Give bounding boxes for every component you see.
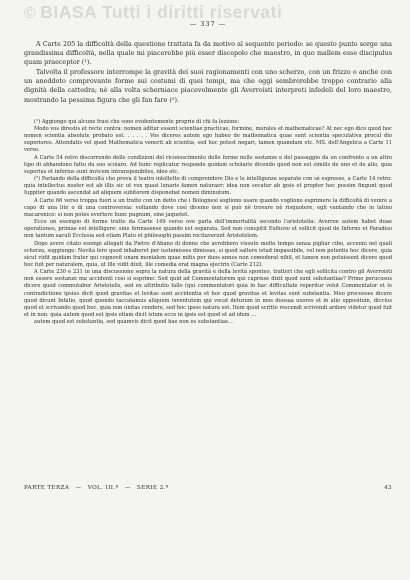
- footnote-paragraph: Dopo avere citato esempi allegati da Pietro d'Abano di donne che avrebbero vissuto molto tempo senza pigliar cibo, accenni nel quali scherza, soggiunge: Novita fere quod inhaberet per iustemisses dimissas, si quod saltere istud impassibile, vel non potentis hoc dicere, quia sicut vidit quidam frater qui cognovit unam monialem quae mitis per duos annos non comederat nihil, et tamen non potuissent dicere quod hoc fuit per naturalem, quia, ut ille vidit dixit, ille comedia erat magna ejectrix (Carte 212).: [24, 240, 392, 268]
- footer-signature-number: 43: [384, 485, 392, 491]
- main-paragraph: A Carte 205 la difficoltà della questione trattata fa da motivo al sequente periodo: se questo punto sorge una grandissima difficoltà, nella quale mi piacerebbe più esser discepolo che maestro, in quo mallem esse discipulus quam praeceptor (¹).: [24, 40, 392, 67]
- footnote-paragraph: A Carte 54 retro discorrendo delle condizioni del riconoscimento delle forme nelle sostanze e del passaggio da un confronto a un altro tipo di abbandono fatto da suo scolaro. Ad hunc replicatur responde quidam scholaris dicendo quod non est similis de uno et de alio, quia superius et inferius sunt invicem intransponibiles, ideo etc.: [24, 154, 392, 175]
- watermark-text: BIASA Tutti i diritti riservati: [40, 2, 283, 22]
- main-text: [24, 40, 392, 105]
- footnote-paragraph: (²) Parlando della difficoltà che prova il teatro intelletto di comprendere Dio e le intelligenze separate con sè espresse, a Carte 14 retro: quia intellectus noster est ab illis sic ut vox quasi lunaris famen naturaer: idea non secatur ab ipsis et propter hoc possim fingunt quod Iuppiter quando ascendat ad aliquem subitorem disponebat nomen diminutum.: [24, 176, 392, 197]
- footer-series: [24, 485, 173, 491]
- main-paragraph: Talvolta il professore interrompe la gravità dei suoi ragionamenti con uno scherzo, con un frizzo o anche con un aneddoto comprovante forme sui costumi di quei tempi, ma che oggi sembrerebbe troppo contrario alla dignità della cattedra; nè alla volta scherniace piacevolmente gli Averroisti interpreti infedeli del loro maestro, mostrando la pessima figura che gli fan fare (²).: [24, 68, 392, 104]
- copyright-icon: ©: [24, 5, 37, 22]
- footnotes: [24, 119, 392, 326]
- page-number-header: — 337 —: [189, 20, 227, 28]
- page-footer: [24, 485, 392, 491]
- footnote-paragraph: A Carte 66 verso troppa fuori a un tratto con un detto che i Bolognesi sogliono usare quando vogliono esprimere la difficoltà di venire a capo di una lite o di una controversia: voltando dove così dicemo non si può nè trovare nè risquotere, egli vantando che in latino macaronico: si non potes evertere hunc pugnum, sine jaquetet.: [24, 197, 392, 218]
- document-page: [24, 20, 392, 326]
- footnote-paragraph: Ecco un esempio di forme tratte da Carte 149 verso ove parla dell'immortalità secondo l'aristotelia: Averroe autem habet duae operationes, primae est intelligere: sine formasense quando est separata. Sed non conspitit Exfluvio et sollicit quod de Inferno et Paradiso non tantum saculi Ecclesia sed etiam Plato et philosophi passim recitaverunt Aristotelem.: [24, 219, 392, 240]
- footer-part: PARTE TERZA: [24, 485, 70, 491]
- footer-volume: VOL. III.ª: [87, 485, 119, 491]
- footnote-paragraph: A Carte 230 e 231 in una discussione sopra la natura della gravità e della levità sponteo, tratteri che egli sollicita contro gli Averroisti non essere sostanze ma accidenti cosi si esprime: Sed quid ad Commentatorem qui caprisse dixit quod sunt substantiae? Primo perucosus dicere quod commutabur Aristotelis, sed ex attributio fallo (qui commentatori quia in hac difficultate reperitur velut Commentator et le contradictione ipsius dicit quod gravitas et levitas sunt accidentia et hoc quod gravitas et levitas sunt substantia. Meo proceeses dicere quod dicunt Infatio, quod quondo taccatamus aliquem iuventutem qui vocat deturum in mos duosaa uxores et in alio oppositum, diccius quod et scrivando quod hoc, quia non unitas cendere, sed hoc ipsos natura est. Item quod scritte rescendi scrivendi ardore videtur quod fuit et in non. quia autem quod est ipsis etiam dicit istum ecce in ipsis est quod et ad idem ...: [24, 269, 392, 318]
- footnote-paragraph: autem quod est substantia, sed quamvis dicit quod hae non es substantiae...: [34, 319, 233, 326]
- footer-dash: —: [75, 485, 82, 491]
- footer-series-number: SERIE 2.ª: [136, 485, 169, 491]
- footnote-paragraph: Modo vos direstis et recte contra: nomen aditur essent scientiae practicae, formine, morales et mathematicae? At nec ego dico quod hoc nomen scientia absolute probato est. . . . . . Vos diceres autem ego habeo de mathematica quae sunt scientia speculativa procul dio superiores. Attendatis vel quod Mathematica venerit ab scientia, sed hoc potest negari, tamen quamdam etc. MS. dell'Angelica a Carte 11 verso.: [24, 126, 392, 154]
- footnote-paragraph: (¹) Aggiungo qui alcune frasi che sono evidentemente proprie di chi fa lezione:: [34, 118, 240, 125]
- footer-dash: —: [124, 485, 131, 491]
